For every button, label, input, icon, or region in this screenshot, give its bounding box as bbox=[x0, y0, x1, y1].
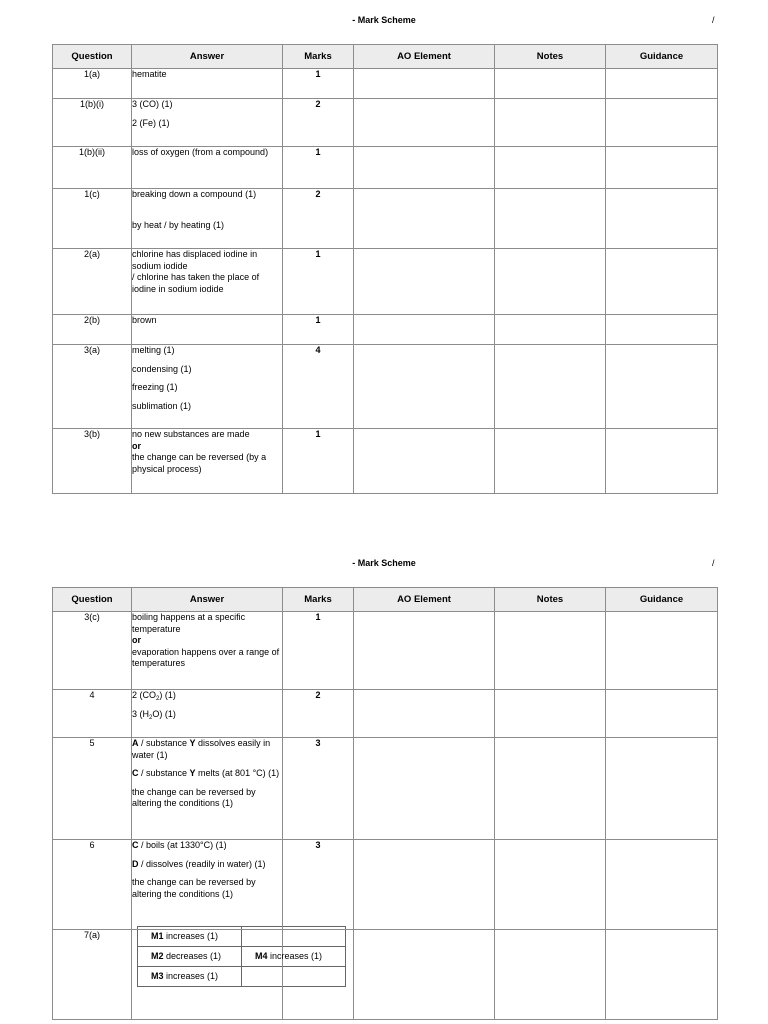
page-header bbox=[0, 558, 768, 572]
ao-element-cell bbox=[354, 690, 495, 738]
ao-element-cell bbox=[354, 612, 495, 690]
answer-line bbox=[132, 441, 282, 453]
answer-line: the change can be reversed by altering the conditions (1) bbox=[132, 877, 256, 899]
table-row bbox=[53, 315, 718, 345]
marking-point-label: M2 bbox=[151, 950, 164, 961]
guidance-cell bbox=[606, 345, 718, 429]
guidance-cell bbox=[606, 147, 718, 189]
marking-point-label: M3 bbox=[151, 970, 164, 981]
table-row bbox=[53, 69, 718, 99]
answer-cell bbox=[132, 99, 283, 147]
answer-line: melting (1) bbox=[132, 345, 175, 355]
question-cell: 1(b)(i) bbox=[53, 99, 132, 147]
question-cell: 3(c) bbox=[53, 612, 132, 690]
marking-point-label: M1 bbox=[151, 930, 164, 941]
notes-cell bbox=[495, 738, 606, 840]
answer-text: 3 (H bbox=[132, 708, 150, 719]
answer-line: sublimation (1) bbox=[132, 400, 192, 411]
guidance-cell bbox=[606, 249, 718, 315]
table-row bbox=[53, 690, 718, 738]
option-letter: C bbox=[132, 768, 139, 778]
answer-line: no new substances are made bbox=[132, 429, 250, 439]
substance-letter: Y bbox=[189, 768, 196, 778]
answer-cell bbox=[132, 345, 283, 429]
answer-line bbox=[132, 690, 282, 702]
mark-scheme-table bbox=[52, 44, 718, 494]
column-header: Question bbox=[53, 45, 132, 69]
page-header bbox=[0, 15, 768, 29]
column-header: AO Element bbox=[354, 45, 495, 69]
question-cell: 1(a) bbox=[53, 69, 132, 99]
answer-line bbox=[132, 709, 282, 721]
page-header-mark: / bbox=[712, 15, 715, 25]
table-row bbox=[53, 147, 718, 189]
answer-line: brown bbox=[132, 315, 157, 325]
column-header: Guidance bbox=[606, 45, 718, 69]
column-header: Notes bbox=[495, 45, 606, 69]
marks-cell: 1 bbox=[283, 249, 354, 315]
guidance-cell bbox=[606, 429, 718, 494]
option-letter: C bbox=[132, 840, 139, 850]
change-cell bbox=[138, 927, 242, 947]
notes-cell bbox=[495, 429, 606, 494]
answer-cell bbox=[132, 147, 283, 189]
answer-cell bbox=[132, 840, 283, 930]
notes-cell bbox=[495, 930, 606, 1020]
answer-line: condensing (1) bbox=[132, 363, 192, 374]
notes-cell bbox=[495, 69, 606, 99]
question-cell: 2(b) bbox=[53, 315, 132, 345]
guidance-cell bbox=[606, 690, 718, 738]
column-header: Question bbox=[53, 588, 132, 612]
guidance-cell bbox=[606, 612, 718, 690]
table-row bbox=[53, 189, 718, 249]
table-row bbox=[53, 249, 718, 315]
notes-cell bbox=[495, 345, 606, 429]
ao-element-cell bbox=[354, 840, 495, 930]
guidance-cell bbox=[606, 738, 718, 840]
table-row bbox=[53, 99, 718, 147]
answer-line: evaporation happens over a range of temperatures bbox=[132, 646, 280, 668]
change-cell bbox=[138, 947, 242, 967]
marks-cell: 2 bbox=[283, 690, 354, 738]
subscript: 2 bbox=[149, 714, 153, 721]
answer-line: boiling happens at a specific temperature bbox=[132, 612, 246, 634]
notes-cell bbox=[495, 147, 606, 189]
ao-element-cell bbox=[354, 315, 495, 345]
column-header: Answer bbox=[132, 45, 283, 69]
answer-cell bbox=[132, 612, 283, 690]
guidance-cell bbox=[606, 840, 718, 930]
notes-cell bbox=[495, 99, 606, 147]
table-row bbox=[53, 738, 718, 840]
answer-line bbox=[132, 738, 282, 761]
column-header: Marks bbox=[283, 45, 354, 69]
option-letter: D bbox=[132, 858, 139, 869]
notes-cell bbox=[495, 690, 606, 738]
answer-line: 3 (CO) (1) bbox=[132, 99, 173, 109]
answer-cell bbox=[132, 429, 283, 494]
answer-line: the change can be reversed (by a physical process) bbox=[132, 452, 267, 474]
answer-line: / chlorine has taken the place of iodine in sodium iodide bbox=[132, 272, 260, 294]
column-header: Guidance bbox=[606, 588, 718, 612]
change-cell bbox=[138, 967, 242, 987]
table-header-row bbox=[53, 45, 718, 69]
guidance-cell bbox=[606, 189, 718, 249]
question-cell: 6 bbox=[53, 840, 132, 930]
notes-cell bbox=[495, 189, 606, 249]
table-row bbox=[53, 345, 718, 429]
marking-point-label: M4 bbox=[255, 950, 268, 961]
guidance-cell bbox=[606, 930, 718, 1020]
guidance-cell bbox=[606, 315, 718, 345]
answer-text: / boils (at 1330°C) (1) bbox=[138, 840, 227, 850]
guidance-cell bbox=[606, 69, 718, 99]
ao-element-cell bbox=[354, 738, 495, 840]
answer-cell bbox=[132, 315, 283, 345]
page-header-mark: / bbox=[712, 558, 715, 568]
answer-line: by heat / by heating (1) bbox=[132, 219, 225, 230]
substance-letter: Y bbox=[189, 738, 196, 748]
answer-line bbox=[132, 635, 282, 647]
answer-text: 2 (CO bbox=[132, 690, 157, 700]
answer-text: / substance bbox=[138, 738, 190, 748]
table-row bbox=[53, 930, 718, 1020]
question-cell: 3(a) bbox=[53, 345, 132, 429]
or-connector: or bbox=[132, 440, 141, 451]
answer-line: hematite bbox=[132, 69, 167, 79]
answer-line: loss of oxygen (from a compound) bbox=[132, 147, 269, 157]
mark-scheme-table bbox=[52, 587, 718, 1020]
column-header: Notes bbox=[495, 588, 606, 612]
guidance-cell bbox=[606, 99, 718, 147]
answer-cell bbox=[132, 69, 283, 99]
answer-cell bbox=[132, 690, 283, 738]
ao-element-cell bbox=[354, 930, 495, 1020]
answer-text: melts (at 801 °C) (1) bbox=[195, 768, 280, 778]
column-header: AO Element bbox=[354, 588, 495, 612]
answer-line bbox=[132, 859, 282, 871]
marks-cell: 1 bbox=[283, 147, 354, 189]
notes-cell bbox=[495, 612, 606, 690]
change-text: decreases (1) bbox=[163, 950, 222, 961]
change-text: increases (1) bbox=[163, 930, 219, 941]
question-cell: 7(a) bbox=[53, 930, 132, 1020]
question-cell: 1(b)(ii) bbox=[53, 147, 132, 189]
change-text: increases (1) bbox=[163, 970, 219, 981]
answer-text: / substance bbox=[138, 768, 190, 778]
ao-element-cell bbox=[354, 345, 495, 429]
table-row bbox=[53, 612, 718, 690]
marks-cell: 1 bbox=[283, 429, 354, 494]
notes-cell bbox=[495, 840, 606, 930]
answer-line: the change can be reversed by altering the conditions (1) bbox=[132, 786, 256, 808]
answer-text: dissolves easily in water (1) bbox=[132, 738, 271, 760]
answer-line: freezing (1) bbox=[132, 382, 178, 392]
ao-element-cell bbox=[354, 99, 495, 147]
answer-cell bbox=[132, 930, 323, 1020]
table-row bbox=[53, 840, 718, 930]
page-title: - Mark Scheme bbox=[352, 558, 416, 568]
question-cell: 2(a) bbox=[53, 249, 132, 315]
ao-element-cell bbox=[354, 249, 495, 315]
column-header: Answer bbox=[132, 588, 283, 612]
marks-cell: 1 bbox=[283, 69, 354, 99]
answer-text: / dissolves (readily in water) (1) bbox=[138, 858, 266, 869]
table-header-row bbox=[53, 588, 718, 612]
question-cell: 4 bbox=[53, 690, 132, 738]
question-cell: 1(c) bbox=[53, 189, 132, 249]
page-title: - Mark Scheme bbox=[352, 15, 416, 25]
notes-cell bbox=[495, 315, 606, 345]
answer-text: O) (1) bbox=[152, 708, 176, 719]
marks-cell: 1 bbox=[283, 315, 354, 345]
marks-cell: 1 bbox=[283, 612, 354, 690]
marks-cell: 4 bbox=[283, 345, 354, 429]
table-row bbox=[53, 429, 718, 494]
answer-text: ) (1) bbox=[159, 690, 176, 700]
answer-cell bbox=[132, 738, 283, 840]
answer-line: chlorine has displaced iodine in sodium iodide bbox=[132, 249, 258, 271]
marks-cell: 3 bbox=[283, 738, 354, 840]
marks-cell: 3 bbox=[283, 840, 354, 930]
answer-line bbox=[132, 840, 282, 852]
answer-cell bbox=[132, 189, 283, 249]
question-cell: 5 bbox=[53, 738, 132, 840]
ao-element-cell bbox=[354, 69, 495, 99]
answer-line: breaking down a compound (1) bbox=[132, 189, 257, 199]
ao-element-cell bbox=[354, 189, 495, 249]
question-cell: 3(b) bbox=[53, 429, 132, 494]
change-text: increases (1) bbox=[267, 950, 323, 961]
or-connector: or bbox=[132, 635, 141, 645]
column-header: Marks bbox=[283, 588, 354, 612]
answer-line: 2 (Fe) (1) bbox=[132, 117, 170, 128]
ao-element-cell bbox=[354, 147, 495, 189]
answer-line bbox=[132, 768, 282, 780]
marks-cell bbox=[283, 930, 354, 1020]
option-letter: A bbox=[132, 738, 139, 748]
ao-element-cell bbox=[354, 429, 495, 494]
marks-cell: 2 bbox=[283, 99, 354, 147]
answer-cell bbox=[132, 249, 283, 315]
marks-cell: 2 bbox=[283, 189, 354, 249]
notes-cell bbox=[495, 249, 606, 315]
subscript: 2 bbox=[156, 696, 160, 702]
